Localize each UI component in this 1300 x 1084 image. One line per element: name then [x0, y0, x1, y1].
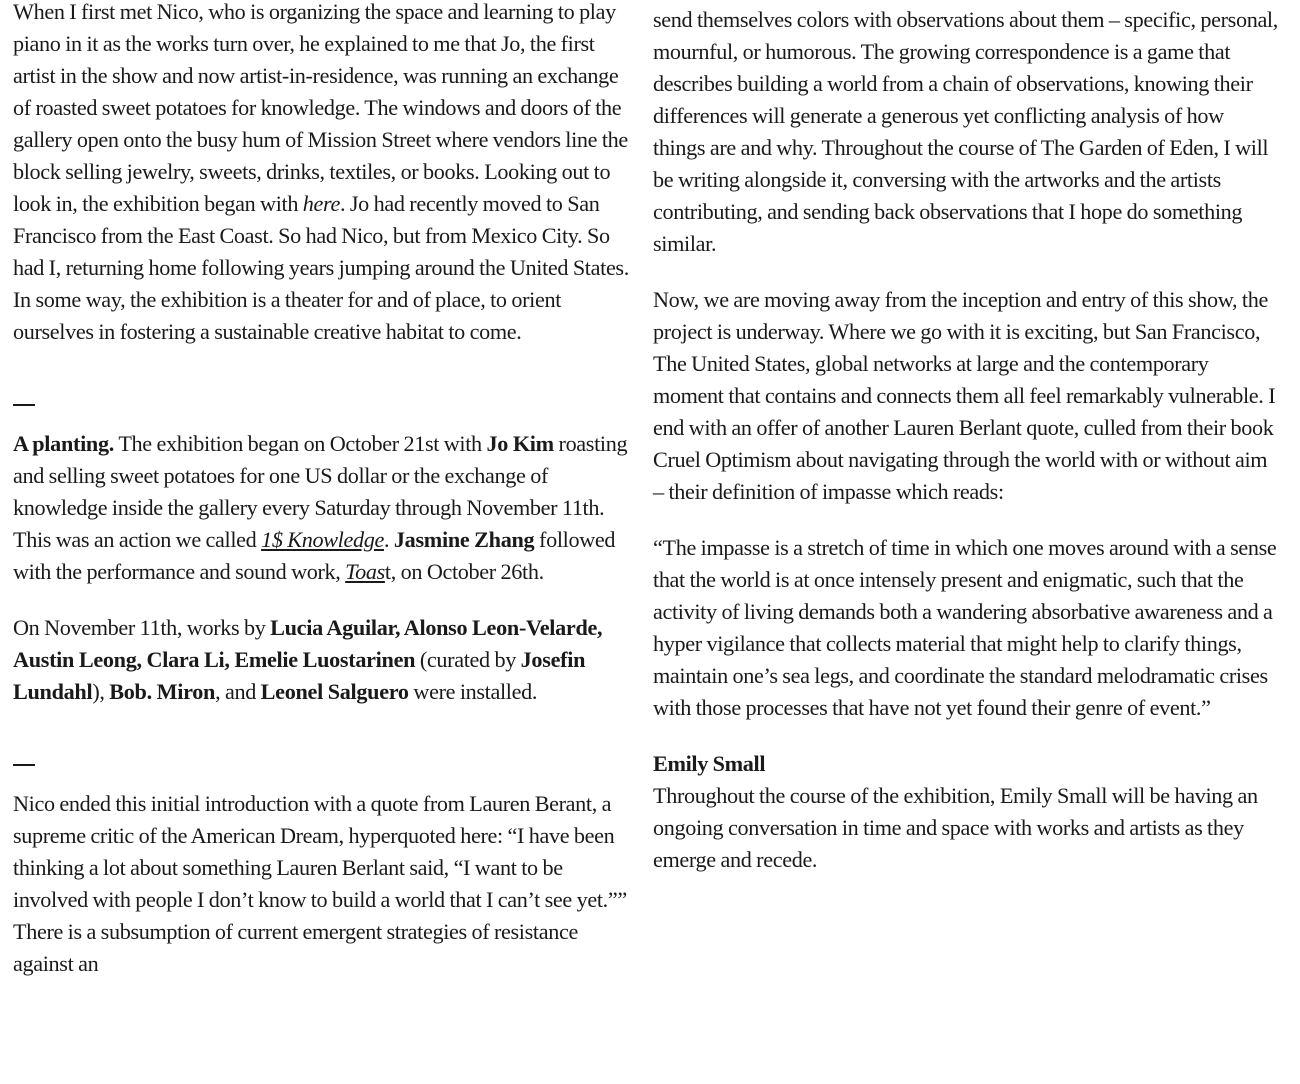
planting-paragraph: A planting. The exhibition began on October 21st with Jo Kim roasting and selling sweet potatoes for one US dollar or the exchange of knowledge inside the gallery every Saturday through November 11th. This was an action we called 1$ Knowledge. Jasmine Zhang followed with the performance and sound work, Toast, on October 26th.	[13, 431, 628, 584]
moving-away-paragraph: Now, we are moving away from the inception and entry of this show, the project is underway. Where we go with it is exciting, but San Francisco, The United States, global networks at large and the contemporary moment that contains and connects them all feel remarkably vulnerable. I end with an offer of another Lauren Berlant quote, culled from their book Cruel Optimism about navigating through the world with or without aim – their definition of impasse which reads:	[653, 287, 1276, 504]
artists-list: Lucia Aguilar, Alonso Leon-Velarde, Austin Leong, Clara Li, Emelie Luostarinen	[13, 615, 603, 672]
curator-name: Josefin Lundahl	[13, 647, 586, 704]
correspondence-paragraph: send themselves colors with observations about them – specific, personal, mournful, or humorous. The growing correspondence is a game that describes building a world from a chain of observations, knowing their differences will generate a generous yet conflicting analysis of how things are and why. Throughout the course of The Garden of Eden, I will be writing alongside it, conversing with the artworks and the artists contributing, and sending back observations that I hope do something similar.	[653, 7, 1278, 256]
author-bio: Throughout the course of the exhibition, Emily Small will be having an ongoing conversation in time and space with works and artists as they emerge and recede.	[653, 783, 1258, 872]
author-name: Emily Small	[653, 751, 766, 776]
berlant-intro-paragraph: Nico ended this initial introduction with a quote from Lauren Berant, a supreme critic of the American Dream, hyperquoted here: “I have been thinking a lot about something Lauren Berlant said, “I want to be involved with people I don’t know to build a world that I can’t see yet.”” There is a subsumption of current emergent strategies of resistance against an	[13, 791, 627, 976]
toast-link[interactable]: Toas	[345, 559, 385, 584]
left-column	[13, 0, 640, 1004]
section-divider	[13, 372, 640, 428]
author-block	[653, 748, 1278, 876]
installation-paragraph: On November 11th, works by Lucia Aguilar, Alonso Leon-Velarde, Austin Leong, Clara Li, Emelie Luostarinen (curated by Josefin Lundahl), Bob. Miron, and Leonel Salguero were installed.	[13, 615, 603, 704]
intro-paragraph: When I first met Nico, who is organizing the space and learning to play piano in it as the works turn over, he explained to me that Jo, the first artist in the show and now artist-in-residence, was running an exchange of roasted sweet potatoes for knowledge. The windows and doors of the gallery open onto the busy hum of Mission Street where vendors line the block selling jewelry, sweets, drinks, textiles, or books. Looking out to look in, the exhibition began with here. Jo had recently moved to San Francisco from the East Coast. So had Nico, but from Mexico City. So had I, returning home following years jumping around the United States. In some way, the exhibition is a theater for and of place, to orient ourselves in fostering a sustainable creative habitat to come.	[13, 0, 629, 344]
artist-jasmine-zhang: Jasmine Zhang	[393, 527, 535, 552]
impasse-quote: “The impasse is a stretch of time in which one moves around with a sense that the world is at once intensely present and enigmatic, such that the activity of living demands both a wandering absorbative awareness and a hyper vigilance that collects material that might help to clarify things, maintain one’s sea legs, and coordinate the standard melodramatic crises with those processes that have not yet found their genre of event.”	[653, 535, 1277, 720]
section-divider	[13, 732, 640, 788]
toast-tail: t	[384, 559, 391, 584]
planting-heading: A planting.	[13, 431, 115, 456]
artist-jo-kim: Jo Kim	[486, 431, 554, 456]
artist-bob-miron: Bob. Miron	[109, 679, 216, 704]
knowledge-link[interactable]: 1$ Knowledge	[261, 527, 384, 552]
here-emphasis: here	[302, 191, 340, 216]
right-column	[653, 4, 1278, 900]
artist-leonel-salguero: Leonel Salguero	[260, 679, 409, 704]
